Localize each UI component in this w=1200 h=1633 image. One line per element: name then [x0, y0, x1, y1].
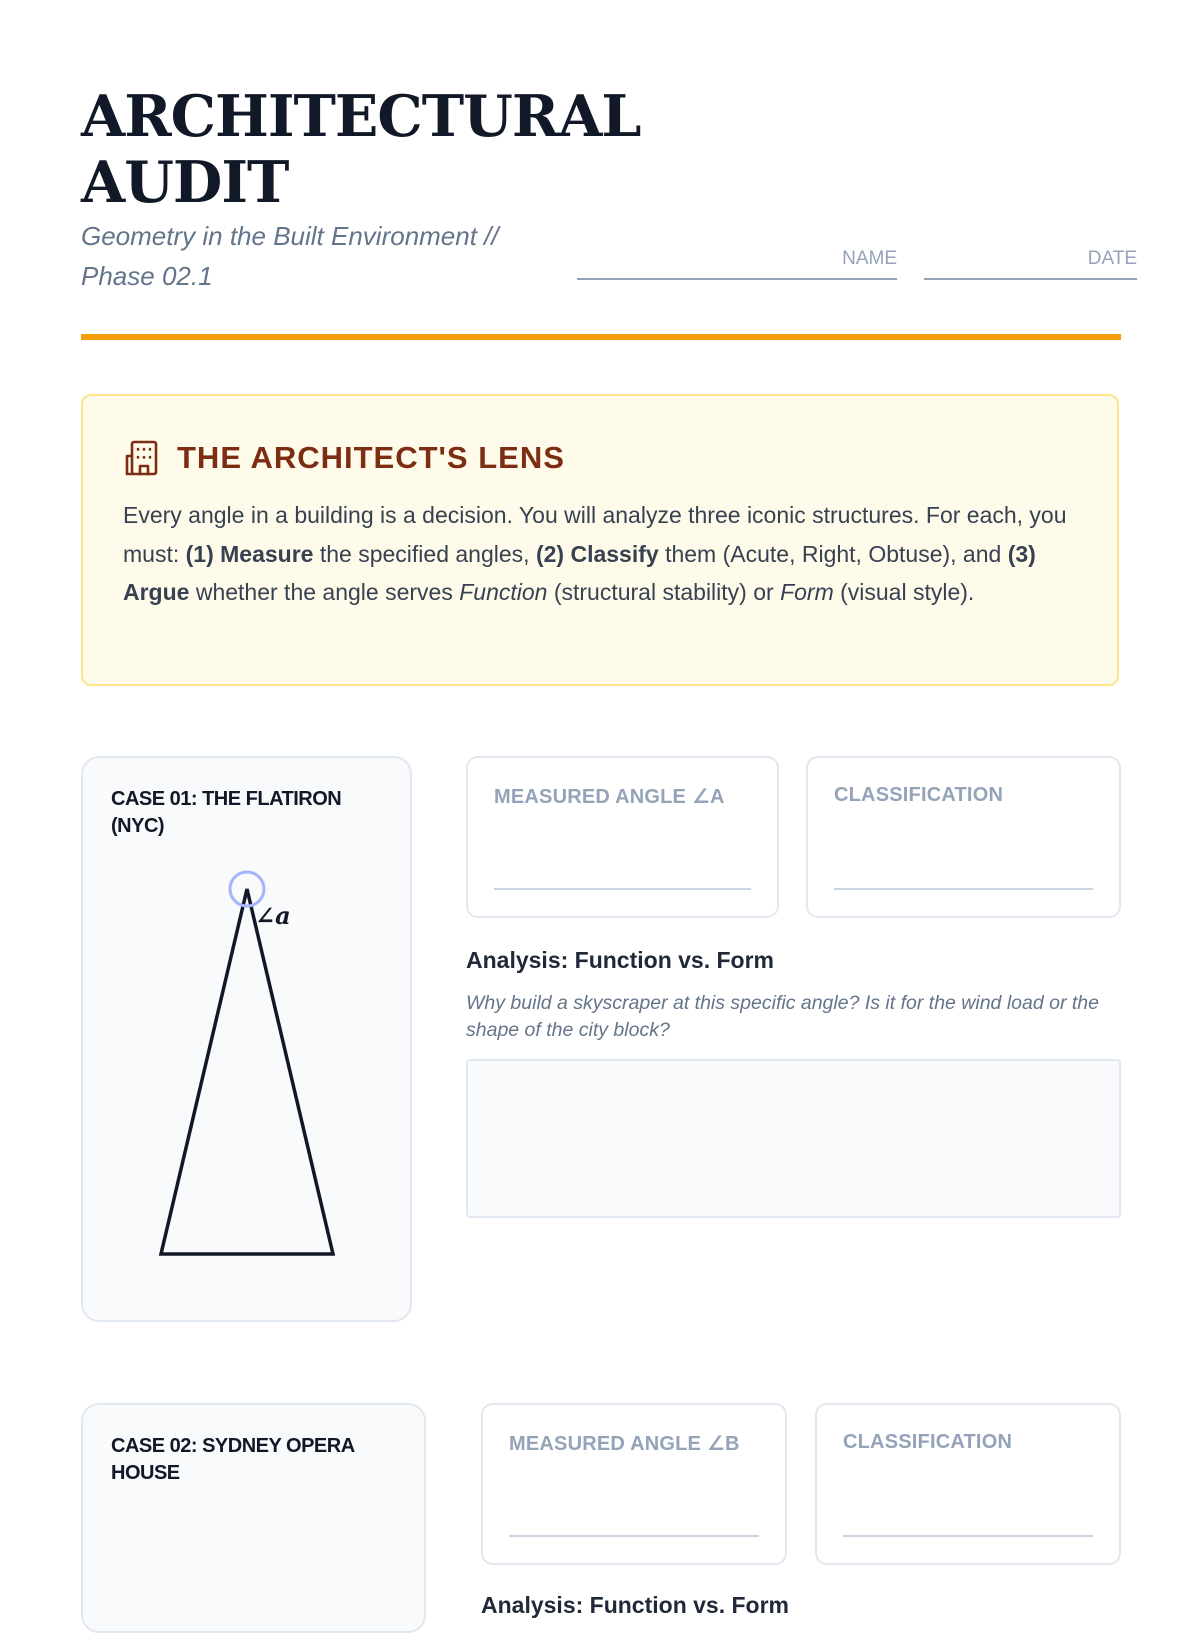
analysis-prompt-1: Why build a skyscraper at this specific angle? Is it for the wind load or the shape of the city block? [466, 992, 1099, 1041]
subtitle-line-1: Geometry in the Built Environment // [81, 221, 499, 251]
title-line-2: AUDIT [81, 149, 289, 216]
function-text: (structural stability) or [547, 579, 781, 605]
step-2-word: Classify [570, 540, 659, 567]
form-word: Form [780, 579, 834, 605]
lens-intro-text: Every angle in a building is a decision. You will analyze three iconic structures. For each, you must: [123, 502, 1067, 567]
measured-angle-a-label: MEASURED ANGLE ∠A [494, 786, 725, 808]
worksheet-subtitle [81, 216, 571, 296]
step-1-text: the specified angles, [313, 540, 536, 567]
step-3-number: (3) [1007, 540, 1036, 567]
angle-a-label: ∠a [255, 901, 291, 930]
answer-line [843, 1535, 1093, 1537]
flatiron-triangle-diagram [83, 758, 414, 1324]
subtitle-line-2: Phase 02.1 [81, 261, 213, 291]
step-3-word: Argue [123, 579, 190, 605]
form-text: (visual style). [833, 579, 975, 605]
function-word: Function [459, 579, 548, 605]
measured-angle-b-box[interactable] [481, 1403, 787, 1565]
name-field[interactable] [577, 244, 897, 280]
measured-angle-a-box[interactable] [466, 756, 779, 918]
flatiron-triangle [161, 889, 333, 1254]
classification-a-label: CLASSIFICATION [834, 784, 1004, 806]
analysis-answer-area-1[interactable] [466, 1059, 1121, 1218]
lens-heading [123, 438, 565, 478]
step-1-number: (1) [185, 540, 214, 567]
date-field[interactable] [924, 244, 1137, 280]
architects-lens-callout [81, 394, 1119, 686]
classification-a-box[interactable] [806, 756, 1121, 918]
answer-line [834, 888, 1093, 890]
case-01-card [81, 756, 412, 1322]
answer-line [509, 1535, 759, 1537]
lens-title: THE ARCHITECT'S LENS [177, 440, 565, 475]
answer-line [494, 888, 751, 890]
step-2-number: (2) [535, 540, 565, 567]
worksheet-title [81, 84, 641, 216]
building-icon [123, 438, 163, 478]
case-02-title: CASE 02: SYDNEY OPERA HOUSE [111, 1435, 354, 1484]
header-divider [81, 334, 1121, 340]
name-label: NAME [842, 248, 897, 269]
step-1-word: Measure [220, 540, 314, 567]
lens-instructions [123, 496, 1083, 612]
classification-b-label: CLASSIFICATION [843, 1431, 1013, 1453]
step-3-text: whether the angle serves [189, 579, 460, 605]
analysis-title-1: Analysis: Function vs. Form [466, 947, 774, 973]
step-2-text: them (Acute, Right, Obtuse), and [658, 540, 1008, 567]
date-label: DATE [1087, 248, 1137, 269]
case-01-title: CASE 01: THE FLATIRON (NYC) [111, 788, 342, 837]
analysis-title-2: Analysis: Function vs. Form [481, 1592, 789, 1618]
title-line-1: ARCHITECTURAL [81, 83, 641, 150]
measured-angle-b-label: MEASURED ANGLE ∠B [509, 1433, 740, 1455]
case-02-card [81, 1403, 426, 1633]
classification-b-box[interactable] [815, 1403, 1121, 1565]
